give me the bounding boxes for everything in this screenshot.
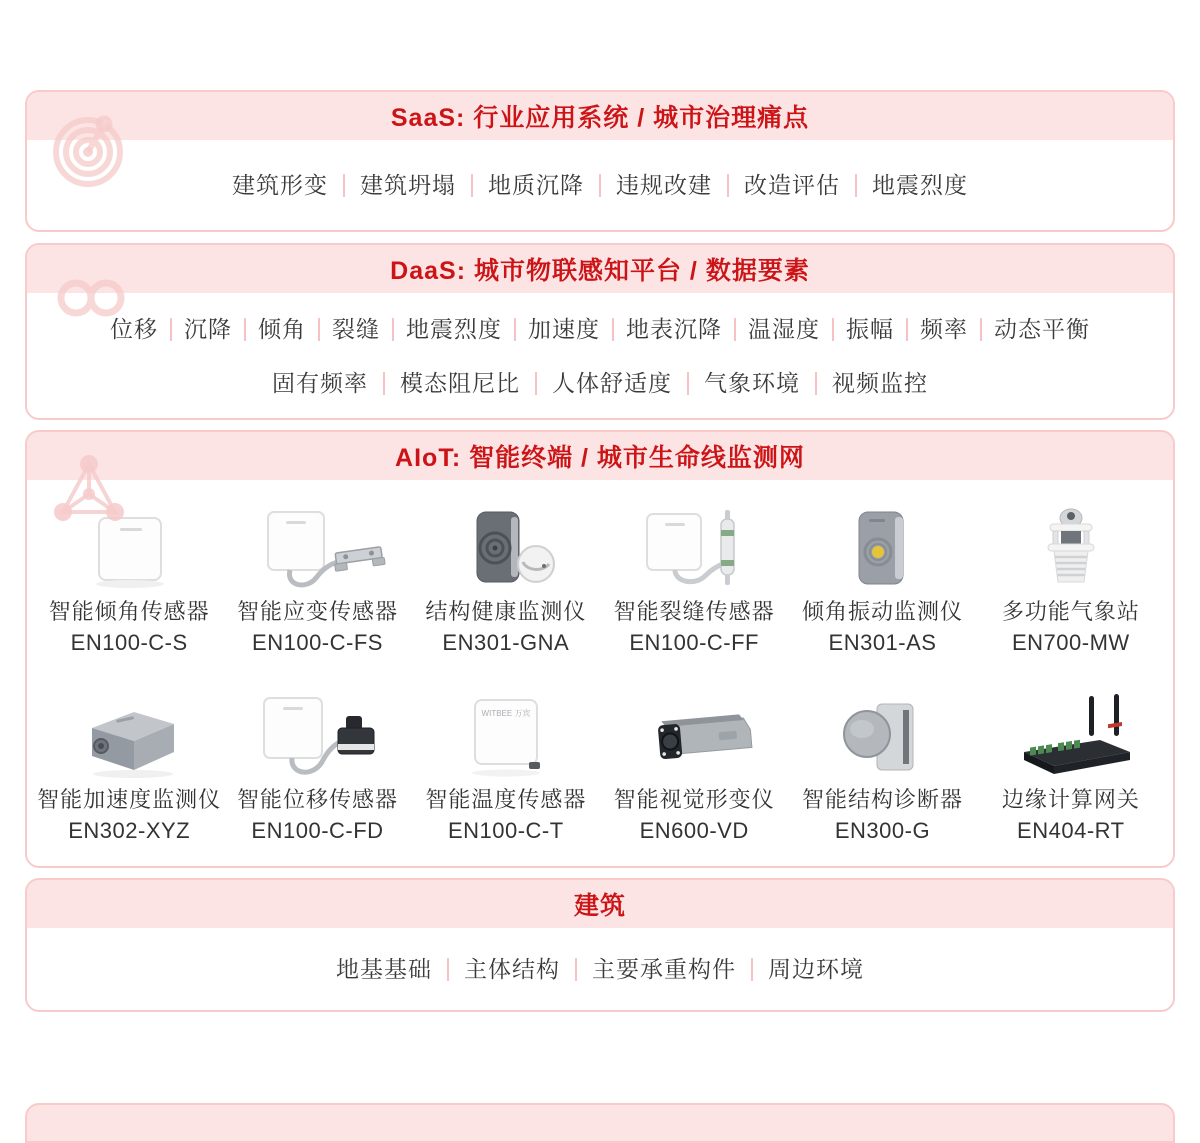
daas-item: 频率 (907, 309, 981, 349)
product-name: 智能裂缝传感器 (613, 599, 775, 624)
product-model: EN100-C-FF (629, 630, 759, 655)
aiot-header (27, 432, 1173, 480)
product-name: 结构健康监测仪 (425, 599, 587, 624)
product-card (788, 692, 976, 856)
daas-item: 加速度 (515, 309, 613, 349)
daas-item: 沉降 (171, 309, 245, 349)
daas-item: 地表沉降 (613, 309, 735, 349)
saas-item: 改造评估 (728, 165, 856, 205)
daas-item: 温湿度 (735, 309, 833, 349)
daas-item: 裂缝 (319, 309, 393, 349)
aiot-section (25, 430, 1175, 868)
daas-item: 固有频率 (272, 369, 368, 396)
aiot-product-grid (27, 480, 1173, 866)
product-name: 智能温度传感器 (425, 787, 587, 812)
product-name: 倾角振动监测仪 (801, 599, 963, 624)
saas-item: 建筑坍塌 (344, 165, 472, 205)
daas-item: 模态阻尼比 (384, 363, 536, 403)
witbee-logo-text: WITBEE 万宾 (481, 709, 531, 718)
product-image-tilt-sensor (54, 504, 204, 596)
product-name: 智能倾角传感器 (48, 599, 210, 624)
product-card (977, 504, 1165, 668)
product-image-vision-camera (619, 692, 769, 784)
daas-item: 倾角 (245, 309, 319, 349)
daas-title: DaaS: 城市物联感知平台 / 数据要素 (390, 257, 810, 285)
next-section-partial (25, 1103, 1175, 1143)
building-item: 主要承重构件 (576, 949, 752, 989)
product-name: 智能应变传感器 (236, 599, 398, 624)
saas-title: SaaS: 行业应用系统 / 城市治理痛点 (390, 104, 810, 132)
daas-body (27, 293, 1173, 418)
daas-item: 动态平衡 (981, 309, 1103, 349)
product-card (35, 692, 223, 856)
saas-header (27, 92, 1173, 140)
product-model: EN100-C-FD (251, 818, 384, 843)
saas-body (27, 140, 1173, 230)
building-section (25, 878, 1175, 1012)
saas-item: 地震烈度 (856, 165, 984, 205)
daas-item-row-2 (256, 363, 944, 403)
daas-header (27, 245, 1173, 293)
product-model: EN600-VD (639, 818, 749, 843)
building-item: 主体结构 (448, 949, 576, 989)
product-image-edge-gateway (996, 692, 1146, 784)
building-body (27, 928, 1173, 1010)
product-model: EN100-C-T (447, 818, 564, 843)
product-image-structural-health-monitor (431, 504, 581, 596)
product-image-displacement-sensor (242, 692, 392, 784)
product-image-strain-sensor (242, 504, 392, 596)
daas-section (25, 243, 1175, 420)
product-image-accelerometer (54, 692, 204, 784)
daas-item: 视频监控 (816, 363, 944, 403)
product-model: EN700-MW (1011, 630, 1130, 655)
aiot-title: AIoT: 智能终端 / 城市生命线监测网 (395, 444, 805, 472)
saas-section (25, 90, 1175, 232)
building-item: 周边环境 (752, 949, 880, 989)
saas-item: 违规改建 (600, 165, 728, 205)
product-name: 多功能气象站 (1001, 599, 1140, 624)
product-image-structure-diagnoser (807, 692, 957, 784)
product-image-temperature-sensor (431, 692, 581, 784)
product-card (977, 692, 1165, 856)
product-model: EN100-C-S (70, 630, 188, 655)
daas-item: 地震烈度 (393, 309, 515, 349)
product-card (223, 504, 411, 668)
product-card (600, 692, 788, 856)
product-name: 智能视觉形变仪 (613, 787, 775, 812)
saas-item-list (216, 165, 984, 205)
product-name: 边缘计算网关 (1001, 787, 1140, 812)
daas-item-row-1 (97, 309, 1103, 349)
product-image-tilt-vibration-monitor (807, 504, 957, 596)
product-card (788, 504, 976, 668)
product-image-crack-sensor (619, 504, 769, 596)
building-item-list (320, 949, 880, 989)
product-model: EN100-C-FS (252, 630, 383, 655)
building-item: 地基基础 (336, 956, 432, 982)
product-model: EN300-G (834, 818, 931, 843)
product-model: EN301-GNA (442, 630, 570, 655)
product-model: EN301-AS (828, 630, 937, 655)
product-model: EN404-RT (1017, 818, 1125, 843)
daas-item: 位移 (110, 315, 158, 342)
product-name: 智能加速度监测仪 (37, 787, 222, 812)
product-card (35, 504, 223, 668)
daas-item: 人体舒适度 (536, 363, 688, 403)
product-model: EN302-XYZ (68, 818, 191, 843)
daas-item: 气象环境 (688, 363, 816, 403)
daas-item: 振幅 (833, 309, 907, 349)
product-name: 智能位移传感器 (236, 787, 398, 812)
saas-item: 地质沉降 (472, 165, 600, 205)
building-title: 建筑 (573, 892, 626, 920)
product-name: 智能结构诊断器 (801, 787, 963, 812)
product-card (223, 692, 411, 856)
building-header (27, 880, 1173, 928)
product-card (412, 692, 600, 856)
product-card (412, 504, 600, 668)
product-card (600, 504, 788, 668)
product-image-weather-station (996, 504, 1146, 596)
saas-item: 建筑形变 (232, 172, 328, 198)
